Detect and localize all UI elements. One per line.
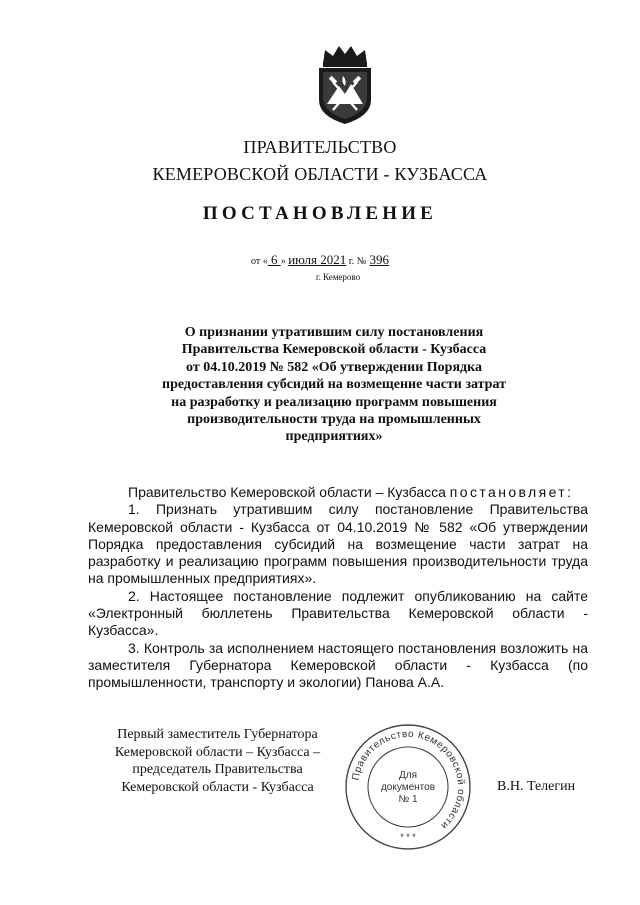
title-line: на разработку и реализацию программ повышения — [171, 394, 497, 410]
position-line: председатель Правительства — [132, 762, 303, 778]
title-line: О признании утратившим силу постановления — [184, 325, 484, 340]
title-line: от 04.10.2019 № 582 «Об утверждении Порядка — [186, 359, 482, 375]
government-title-line1: ПРАВИТЕЛЬСТВО — [243, 137, 397, 157]
body-intro — [88, 484, 588, 501]
city-label: г. Кемерово — [315, 272, 361, 282]
document-number: 396 — [369, 252, 390, 267]
position-line: Первый заместитель Губернатора — [117, 727, 318, 742]
title-line: производительности труда на промышленных — [187, 412, 481, 428]
signatory-name: В.Н. Телегин — [497, 779, 576, 794]
date-month-year: июля 2021 — [288, 252, 347, 267]
stamp-ring-text: Правительство Кемеровской области — [350, 728, 467, 832]
date-day: 6 — [267, 252, 281, 267]
stamp-center-line2: документов — [380, 782, 436, 793]
number-label: № — [356, 256, 367, 267]
body-paragraph-1: 1. Признать утратившим силу постановление Правительства Кемеровской области - Кузбасса от 04.10.2019 № 582 «Об утверждении Порядка предоставления субсидий на возмещение части затрат на разработку и реализацию программ повышения производительности труда на промышленных предприятиях». — [88, 501, 588, 587]
document-type-heading: ПОСТАНОВЛЕНИЕ — [202, 203, 438, 224]
stamp-stars: * * * — [400, 832, 416, 842]
resolves-word: постановляет: — [449, 484, 574, 500]
stamp-center-line1: Для — [398, 770, 418, 781]
document-dateline — [0, 252, 640, 268]
body-paragraph-2: 2. Настоящее постановление подлежит опубликованию на сайте «Электронный бюллетень Правительства Кемеровской области - Кузбасса». — [88, 587, 588, 639]
position-line: Кемеровской области - Кузбасса — [121, 779, 314, 795]
document-title — [130, 324, 538, 446]
body-paragraph-3: 3. Контроль за исполнением настоящего постановления возложить на заместителя Губернатора Кемеровской области - Кузбасса (по промышленности, транспорту и экологии) Панова А.А. — [88, 639, 588, 691]
position-line: Кемеровской области – Кузбасса – — [114, 744, 321, 760]
document-body — [88, 484, 588, 692]
title-line: предоставления субсидий на возмещение части затрат — [162, 377, 506, 393]
coat-of-arms-emblem — [313, 42, 377, 126]
signatory-position — [100, 726, 335, 796]
government-title-line2: КЕМЕРОВСКОЙ ОБЛАСТИ - КУЗБАССА — [152, 164, 488, 184]
date-separator: » — [280, 256, 289, 267]
date-year-suffix: г. — [346, 256, 357, 267]
title-line: Правительства Кемеровской области - Кузбасса — [181, 342, 487, 358]
stamp-center-line3: № 1 — [398, 794, 418, 805]
official-stamp — [343, 722, 473, 852]
date-prefix: от « — [250, 256, 268, 267]
title-line: предприятиях» — [285, 429, 383, 445]
intro-text: Правительство Кемеровской области – Кузбасса — [128, 484, 450, 500]
